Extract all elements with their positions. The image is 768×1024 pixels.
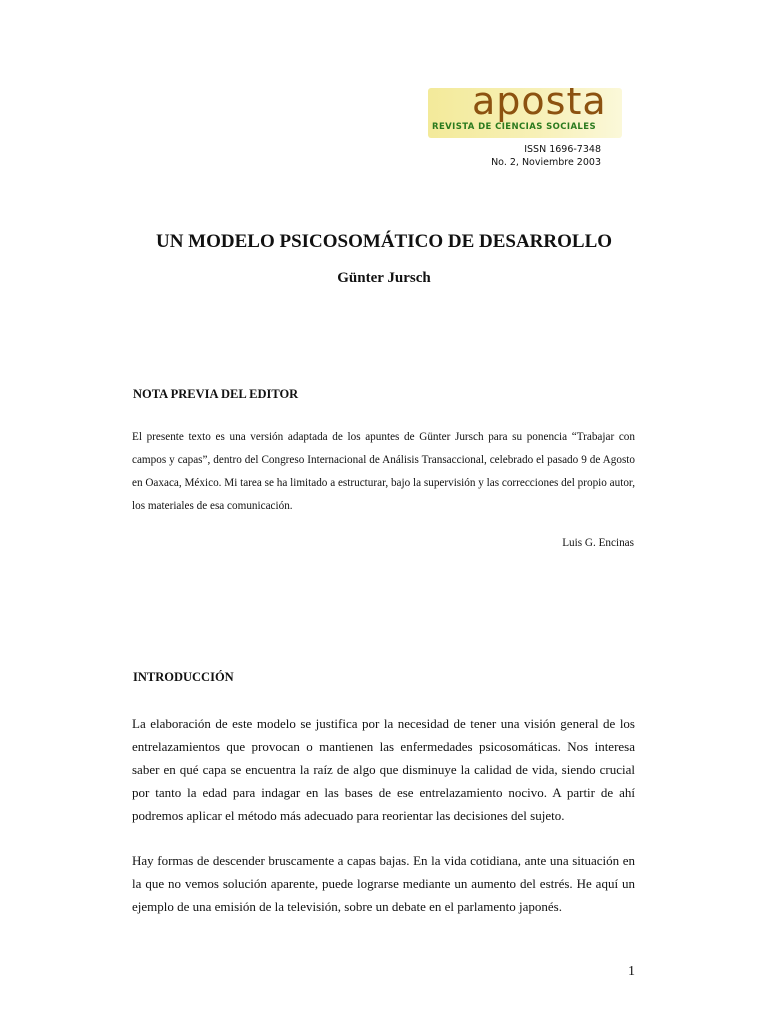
page-number: 1 bbox=[628, 964, 635, 979]
editor-note-heading: NOTA PREVIA DEL EDITOR bbox=[133, 387, 299, 401]
article-title: UN MODELO PSICOSOMÁTICO DE DESARROLLO bbox=[155, 231, 613, 252]
logo-subtitle: REVISTA DE CIENCIAS SOCIALES bbox=[432, 122, 596, 132]
issue-info: No. 2, Noviembre 2003 bbox=[491, 157, 601, 168]
article-author: Günter Jursch bbox=[337, 270, 431, 286]
editor-signature: Luis G. Encinas bbox=[562, 537, 634, 549]
introduction-paragraph-1: La elaboración de este modelo se justifica por la necesidad de tener una visión general de los entrelazamientos que provocan o mantienen las enfermedades psicosomáticas. Nos interesa saber en qué capa se encuentra la raíz de algo que disminuye la calidad de vida, siendo crucial por tanto la edad para indagar en las bases de ese entrelazamiento nocivo. A partir de ahí podremos aplicar el método más adecuado para reorientar las decisiones del sujeto. bbox=[132, 716, 635, 823]
introduction-paragraph-2: Hay formas de descender bruscamente a capas bajas. En la vida cotidiana, ante una situación en la que no vemos solución aparente, puede lograrse mediante un aumento del estrés. He aquí un ejemplo de una emisión de la televisión, sobre un debate en el parlamento japonés. bbox=[132, 853, 635, 914]
issn-block bbox=[491, 143, 601, 169]
journal-logo bbox=[428, 88, 622, 138]
logo-wordmark: aposta bbox=[472, 88, 607, 123]
introduction-heading: INTRODUCCIÓN bbox=[133, 670, 234, 684]
editor-note-paragraph: El presente texto es una versión adaptada de los apuntes de Günter Jursch para su ponencia “Trabajar con campos y capas”, dentro del Congreso Internacional de Análisis Transaccional, celebrado el pasado 9 de Agosto en Oaxaca, México. Mi tarea se ha limitado a estructurar, bajo la supervisión y las correcciones del propio autor, los materiales de esa comunicación. bbox=[132, 431, 635, 512]
issn-number: ISSN 1696-7348 bbox=[524, 144, 601, 155]
